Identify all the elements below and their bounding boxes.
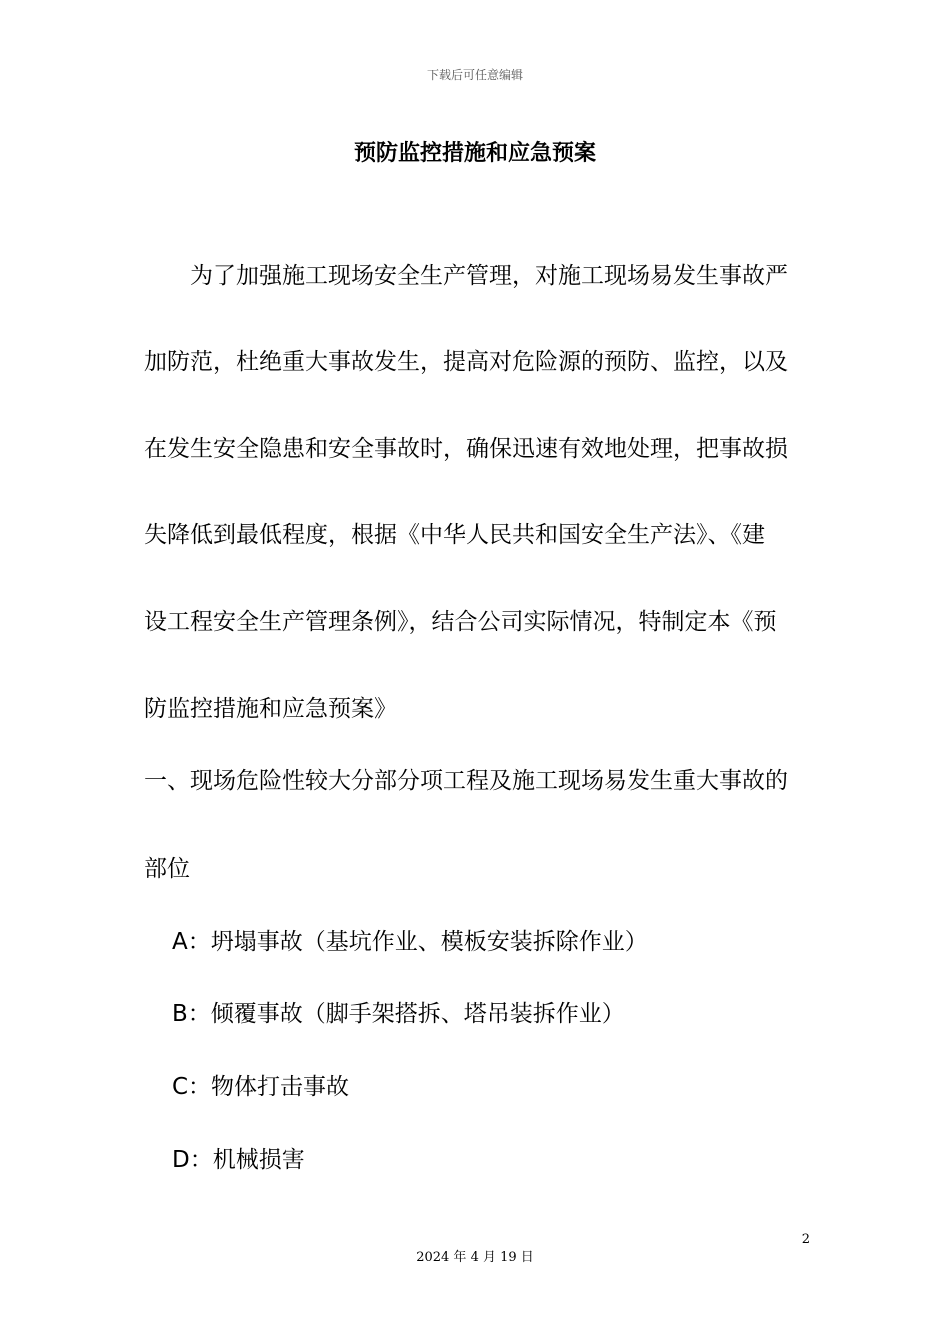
section-heading-line-1: 一、现场危险性较大分部分项工程及施工现场易发生重大事故的 (144, 768, 788, 794)
intro-line-1: 为了加强施工现场安全生产管理，对施工现场易发生事故严 (144, 263, 788, 289)
page-number: 2 (801, 1232, 810, 1247)
intro-line-2: 加防范，杜绝重大事故发生，提高对危险源的预防、监控，以及 (144, 349, 788, 375)
intro-line-4: 失降低到最低程度，根据《中华人民共和国安全生产法》、《建 (144, 522, 765, 548)
header-note: 下载后可任意编辑 (426, 68, 523, 82)
list-item-a: A：坍塌事故（基坑作业、模板安装拆除作业） (172, 929, 648, 955)
intro-line-5: 设工程安全生产管理条例》，结合公司实际情况，特制定本《预 (144, 609, 777, 635)
footer-date: 2024 年 4 月 19 日 (416, 1250, 534, 1265)
intro-line-3: 在发生安全隐患和安全事故时，确保迅速有效地处理，把事故损 (144, 436, 788, 462)
list-item-d: D：机械损害 (172, 1147, 305, 1173)
section-heading-line-2: 部位 (144, 856, 190, 882)
list-item-b: B：倾覆事故（脚手架搭拆、塔吊装拆作业） (172, 1001, 625, 1027)
document-title: 预防监控措施和应急预案 (353, 141, 596, 166)
intro-line-6: 防监控措施和应急预案》 (144, 696, 397, 722)
list-item-c: C：物体打击事故 (172, 1074, 350, 1100)
